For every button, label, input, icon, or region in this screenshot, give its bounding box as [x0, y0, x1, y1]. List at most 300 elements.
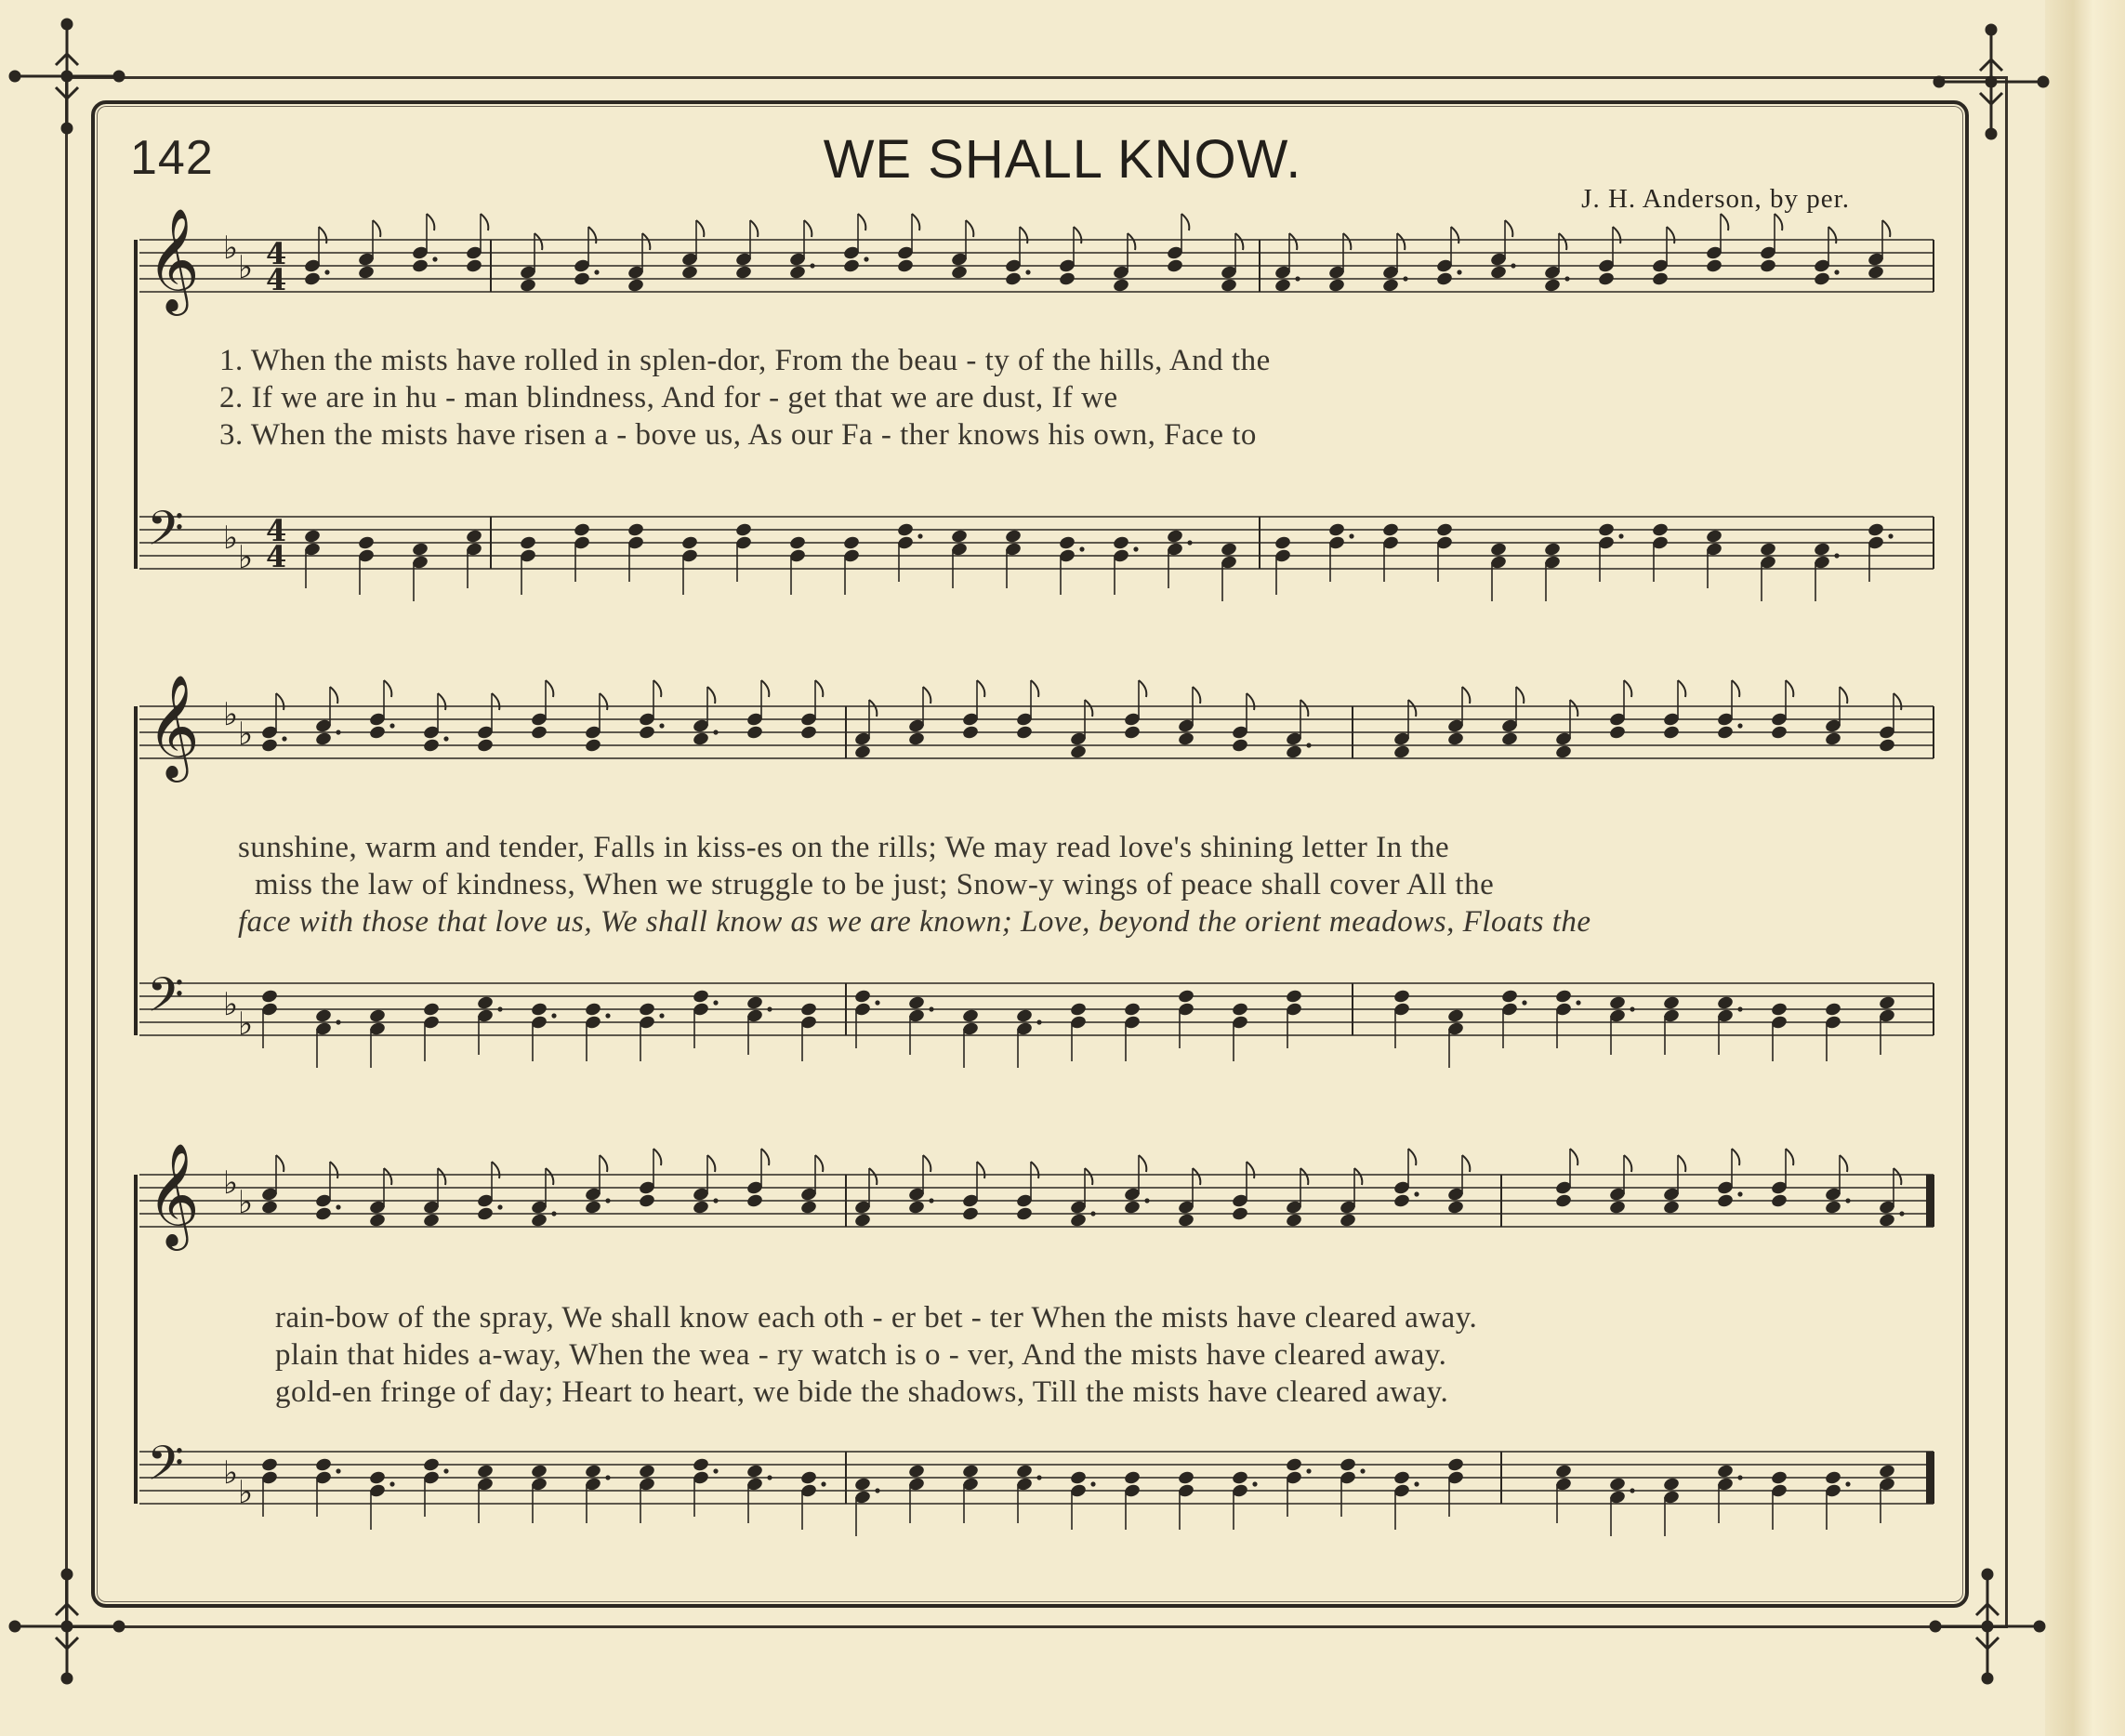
- note-head: [422, 1002, 440, 1018]
- note-head: [476, 1206, 494, 1222]
- note-head: [950, 529, 968, 545]
- note-head: [1231, 1470, 1248, 1486]
- note-head: [357, 535, 375, 551]
- note-head: [1166, 258, 1183, 274]
- note-head: [842, 535, 860, 551]
- note-head: [799, 1200, 817, 1216]
- dot: [1090, 1211, 1095, 1216]
- note-flag: [276, 1155, 284, 1172]
- time-signature-top: 4: [266, 236, 287, 271]
- dot: [605, 1198, 610, 1203]
- note-head: [1662, 725, 1680, 741]
- note-head: [896, 522, 914, 538]
- note-head: [1446, 1457, 1464, 1473]
- note-flag: [923, 1155, 931, 1172]
- note-head: [357, 265, 375, 281]
- note-head: [1824, 1200, 1841, 1216]
- note-head: [692, 1200, 709, 1216]
- note-head: [519, 535, 536, 551]
- note-head: [1069, 744, 1087, 760]
- dot: [929, 1006, 933, 1011]
- note-flag: [1235, 233, 1243, 250]
- note-head: [411, 542, 429, 558]
- note-head: [734, 522, 752, 538]
- treble-clef-icon: 𝄞: [147, 207, 200, 311]
- note-head: [422, 1457, 440, 1473]
- note-flag: [1247, 693, 1254, 710]
- note-flag: [319, 227, 326, 243]
- note-head: [303, 529, 321, 545]
- note-head: [1177, 1213, 1194, 1229]
- note-head: [1662, 1200, 1680, 1216]
- dot: [1252, 1481, 1257, 1486]
- note-head: [303, 271, 321, 287]
- final-barline: [1926, 1452, 1934, 1504]
- dot: [713, 730, 718, 734]
- note-head: [1500, 731, 1518, 747]
- note-head: [1446, 1008, 1464, 1024]
- note-flag: [1354, 1168, 1362, 1185]
- dot: [1079, 546, 1084, 551]
- lyric-verse-2: miss the law of kindness, When we struggle to be just; Snow-y wings of peace shall cover All the: [255, 868, 1495, 901]
- note-head: [530, 1002, 548, 1018]
- note-head: [519, 278, 536, 294]
- note-flag: [966, 220, 973, 237]
- dot: [1306, 743, 1311, 747]
- note-flag: [1128, 233, 1135, 250]
- note-head: [1177, 731, 1194, 747]
- dot: [875, 1488, 879, 1493]
- note-head: [260, 738, 278, 754]
- dot: [336, 1019, 340, 1024]
- treble-staff: [139, 207, 1934, 316]
- note-head: [584, 1002, 601, 1018]
- note-flag: [1613, 227, 1620, 243]
- flat-icon: ♭: [238, 1184, 254, 1221]
- corner-ornament-bottom-right: [1922, 1561, 2052, 1691]
- bass-staff: [139, 967, 1934, 1068]
- note-flag: [588, 227, 596, 243]
- flat-icon: ♭: [238, 1474, 254, 1511]
- note-head: [746, 1464, 763, 1480]
- flat-icon: ♭: [223, 696, 239, 733]
- note-head: [1813, 271, 1830, 287]
- note-head: [260, 1200, 278, 1216]
- note-head: [1123, 725, 1141, 741]
- dot: [1349, 533, 1353, 538]
- note-head: [1327, 278, 1345, 294]
- flat-icon: ♭: [223, 1454, 239, 1492]
- dot: [821, 1481, 825, 1486]
- note-head: [1392, 1193, 1410, 1209]
- hymn-title: WE SHALL KNOW.: [823, 129, 1302, 190]
- dot: [1522, 1000, 1526, 1005]
- dot: [875, 1000, 879, 1005]
- lyric-verse-3: 3. When the mists have risen a - bove us, As our Fa - ther knows his own, Face to: [219, 418, 1257, 452]
- note-head: [1285, 1457, 1302, 1473]
- note-head: [1597, 522, 1615, 538]
- note-flag: [1085, 1168, 1092, 1185]
- note-head: [1878, 995, 1895, 1011]
- corner-ornament-bottom-left: [2, 1561, 132, 1691]
- note-head: [896, 258, 914, 274]
- note-head: [573, 271, 590, 287]
- composer-credit: J. H. Anderson, by per.: [1581, 184, 1850, 214]
- note-head: [907, 1200, 925, 1216]
- dot: [1090, 1481, 1095, 1486]
- note-head: [1381, 278, 1399, 294]
- dot: [1630, 1488, 1634, 1493]
- note-head: [1878, 738, 1895, 754]
- note-head: [1166, 529, 1183, 545]
- dot: [1737, 1475, 1742, 1480]
- note-head: [465, 529, 482, 545]
- note-flag: [1085, 700, 1092, 717]
- dot: [1295, 276, 1300, 281]
- note-head: [638, 1464, 655, 1480]
- note-head: [1770, 725, 1788, 741]
- note-head: [1716, 1193, 1734, 1209]
- bass-staff: [139, 1435, 1934, 1536]
- note-flag: [804, 220, 812, 237]
- note-head: [1770, 1193, 1788, 1209]
- dot: [1630, 1006, 1634, 1011]
- note-head: [638, 1193, 655, 1209]
- note-head: [1231, 1002, 1248, 1018]
- note-flag: [330, 1162, 337, 1178]
- note-head: [1446, 731, 1464, 747]
- note-flag: [1289, 233, 1297, 250]
- bass-staff: [139, 500, 1934, 601]
- note-head: [368, 1470, 386, 1486]
- dot: [929, 1198, 933, 1203]
- note-flag: [1559, 233, 1566, 250]
- note-head: [1770, 1002, 1788, 1018]
- flat-icon: ♭: [223, 519, 239, 557]
- dot: [1564, 276, 1569, 281]
- dot: [1845, 1481, 1850, 1486]
- note-head: [746, 1193, 763, 1209]
- note-head: [530, 1464, 548, 1480]
- corner-ornament-top-right: [1926, 17, 2056, 147]
- note-head: [1123, 1002, 1141, 1018]
- dot: [443, 736, 448, 741]
- note-flag: [1678, 1155, 1685, 1172]
- note-head: [584, 738, 601, 754]
- dot: [551, 1013, 556, 1018]
- note-head: [853, 989, 871, 1005]
- dot: [1187, 540, 1192, 545]
- note-head: [907, 995, 925, 1011]
- note-head: [1554, 989, 1572, 1005]
- note-head: [1608, 1200, 1626, 1216]
- note-head: [530, 725, 548, 741]
- dot: [1306, 1468, 1311, 1473]
- dot: [1834, 270, 1839, 274]
- note-head: [1058, 271, 1076, 287]
- note-head: [1220, 542, 1237, 558]
- note-head: [961, 1464, 979, 1480]
- note-flag: [923, 687, 931, 704]
- lyric-verse-2: 2. If we are in hu - man blindness, And for - get that we are dust, If we: [219, 381, 1118, 414]
- note-head: [1554, 1193, 1572, 1209]
- note-head: [842, 258, 860, 274]
- flat-icon: ♭: [223, 986, 239, 1023]
- note-head: [746, 995, 763, 1011]
- note-flag: [1031, 1162, 1038, 1178]
- lyric-verse-3: face with those that love us, We shall know as we are known; Love, beyond the orient meadows, Floats the: [238, 905, 1591, 939]
- lyric-verse-2: plain that hides a-way, When the wea - ry watch is o - ver, And the mists have cleared away.: [275, 1338, 1447, 1372]
- note-head: [1435, 522, 1453, 538]
- note-head: [638, 725, 655, 741]
- note-flag: [373, 220, 380, 237]
- note-flag: [546, 1168, 553, 1185]
- note-flag: [1882, 220, 1890, 237]
- flat-icon: ♭: [223, 1164, 239, 1202]
- flat-icon: ♭: [238, 1006, 254, 1043]
- note-head: [1705, 258, 1722, 274]
- note-head: [638, 1002, 655, 1018]
- dot: [605, 1475, 610, 1480]
- note-head: [853, 1477, 871, 1493]
- note-head: [260, 1457, 278, 1473]
- note-flag: [535, 233, 542, 250]
- note-head: [1004, 529, 1022, 545]
- dot: [1403, 276, 1407, 281]
- note-head: [1867, 522, 1884, 538]
- note-head: [627, 278, 644, 294]
- dot: [1144, 1198, 1149, 1203]
- note-flag: [707, 1155, 715, 1172]
- note-head: [1543, 278, 1561, 294]
- note-flag: [1516, 687, 1524, 704]
- note-head: [1489, 265, 1507, 281]
- note-head: [1177, 989, 1194, 1005]
- note-head: [1177, 1470, 1194, 1486]
- note-head: [692, 1457, 709, 1473]
- dot: [336, 1204, 340, 1209]
- note-head: [1716, 1464, 1734, 1480]
- bass-clef-icon: 𝄢: [147, 967, 184, 1034]
- note-head: [1597, 271, 1615, 287]
- note-head: [1608, 725, 1626, 741]
- dot: [713, 1000, 718, 1005]
- dot: [1888, 533, 1893, 538]
- note-flag: [438, 1168, 445, 1185]
- dot: [659, 723, 664, 728]
- flat-icon: ♭: [238, 539, 254, 576]
- note-flag: [1074, 227, 1081, 243]
- note-head: [1069, 1470, 1087, 1486]
- dot: [389, 723, 394, 728]
- note-flag: [438, 693, 445, 710]
- page-number: 142: [130, 131, 214, 185]
- corner-ornament-top-left: [2, 11, 132, 141]
- note-head: [1123, 1200, 1141, 1216]
- note-head: [627, 522, 644, 538]
- flat-icon: ♭: [238, 716, 254, 753]
- note-head: [1608, 1477, 1626, 1493]
- note-flag: [276, 693, 284, 710]
- note-head: [314, 1008, 332, 1024]
- note-head: [1381, 522, 1399, 538]
- dot: [1576, 1000, 1580, 1005]
- note-head: [1392, 989, 1410, 1005]
- note-flag: [1505, 220, 1512, 237]
- note-head: [314, 731, 332, 747]
- note-head: [530, 1213, 548, 1229]
- dot: [1036, 1019, 1041, 1024]
- note-head: [1392, 744, 1410, 760]
- note-flag: [1462, 687, 1470, 704]
- note-head: [1446, 1200, 1464, 1216]
- note-flag: [1624, 1155, 1631, 1172]
- dot: [1025, 270, 1030, 274]
- note-head: [465, 258, 482, 274]
- note-head: [1608, 995, 1626, 1011]
- note-flag: [1300, 700, 1308, 717]
- note-flag: [707, 687, 715, 704]
- lyric-verse-1: rain-bow of the spray, We shall know each oth - er bet - ter When the mists have cleared away.: [275, 1301, 1478, 1335]
- note-head: [260, 989, 278, 1005]
- note-flag: [1397, 233, 1405, 250]
- dot: [551, 1211, 556, 1216]
- dot: [713, 1468, 718, 1473]
- note-head: [1015, 725, 1033, 741]
- dot: [864, 256, 868, 261]
- note-head: [1112, 278, 1129, 294]
- lyric-verse-1: 1. When the mists have rolled in splen-dor, From the beau - ty of the hills, And the: [219, 344, 1271, 377]
- dot: [659, 1013, 664, 1018]
- note-head: [411, 258, 429, 274]
- note-head: [1274, 535, 1291, 551]
- treble-clef-icon: 𝄞: [147, 674, 200, 778]
- note-head: [1015, 1008, 1033, 1024]
- note-head: [422, 738, 440, 754]
- dot: [497, 1204, 502, 1209]
- dot: [1618, 533, 1623, 538]
- note-head: [1327, 522, 1345, 538]
- treble-clef-icon: 𝄞: [147, 1142, 200, 1246]
- time-signature-top: 4: [266, 513, 287, 548]
- note-head: [368, 725, 386, 741]
- note-head: [1543, 542, 1561, 558]
- dot: [1414, 1191, 1419, 1196]
- dot: [767, 1006, 772, 1011]
- note-head: [1705, 529, 1722, 545]
- note-head: [1824, 1002, 1841, 1018]
- note-head: [1500, 989, 1518, 1005]
- dot: [1511, 263, 1515, 268]
- music-system-2: [130, 674, 1943, 1098]
- dot: [1845, 1198, 1850, 1203]
- note-flag: [1894, 693, 1901, 710]
- bass-clef-icon: 𝄢: [147, 1435, 184, 1503]
- note-flag: [1894, 1168, 1901, 1185]
- note-head: [1069, 1002, 1087, 1018]
- note-flag: [1193, 687, 1200, 704]
- note-head: [799, 1002, 817, 1018]
- note-head: [584, 1464, 601, 1480]
- note-head: [1662, 995, 1680, 1011]
- note-head: [788, 265, 806, 281]
- note-head: [1339, 1457, 1356, 1473]
- note-head: [950, 265, 968, 281]
- note-head: [746, 725, 763, 741]
- note-flag: [1667, 227, 1674, 243]
- note-head: [961, 725, 979, 741]
- note-flag: [600, 693, 607, 710]
- note-head: [573, 522, 590, 538]
- note-head: [692, 989, 709, 1005]
- note-flag: [815, 1155, 823, 1172]
- note-head: [1770, 1470, 1788, 1486]
- note-head: [734, 265, 752, 281]
- dot: [336, 730, 340, 734]
- note-head: [1285, 1213, 1302, 1229]
- note-head: [853, 1213, 871, 1229]
- dot: [1414, 1481, 1419, 1486]
- dot: [336, 1468, 340, 1473]
- note-head: [1112, 535, 1129, 551]
- note-head: [314, 1206, 332, 1222]
- note-head: [1285, 989, 1302, 1005]
- lyric-verse-1: sunshine, warm and tender, Falls in kiss-es on the rills; We may read love's shining letter In the: [238, 831, 1450, 864]
- note-head: [1231, 1206, 1248, 1222]
- dot: [443, 1468, 448, 1473]
- note-head: [1058, 535, 1076, 551]
- dot: [605, 1013, 610, 1018]
- note-flag: [1840, 687, 1847, 704]
- note-flag: [1020, 227, 1027, 243]
- dot: [1834, 553, 1839, 558]
- note-head: [1651, 522, 1669, 538]
- note-head: [1489, 542, 1507, 558]
- dot: [389, 1481, 394, 1486]
- note-head: [961, 1206, 979, 1222]
- note-head: [853, 744, 871, 760]
- note-head: [1878, 1213, 1895, 1229]
- note-head: [788, 535, 806, 551]
- note-flag: [642, 233, 650, 250]
- note-head: [584, 1200, 601, 1216]
- dot: [1899, 1211, 1904, 1216]
- note-flag: [1193, 1168, 1200, 1185]
- treble-staff: [139, 674, 1934, 783]
- note-flag: [384, 1168, 391, 1185]
- note-head: [1759, 542, 1776, 558]
- music-system-1: [130, 207, 1943, 632]
- note-head: [1824, 731, 1841, 747]
- note-flag: [600, 1155, 607, 1172]
- note-head: [1716, 995, 1734, 1011]
- note-flag: [1139, 1155, 1146, 1172]
- note-flag: [869, 1168, 877, 1185]
- note-head: [1231, 738, 1248, 754]
- note-head: [1867, 265, 1884, 281]
- flat-icon: ♭: [238, 249, 254, 286]
- note-flag: [1570, 700, 1577, 717]
- note-head: [368, 1008, 386, 1024]
- dot: [1737, 1006, 1742, 1011]
- dot: [1737, 723, 1742, 728]
- note-flag: [750, 220, 758, 237]
- dot: [767, 1475, 772, 1480]
- dot: [1457, 270, 1461, 274]
- treble-staff: [139, 1142, 1934, 1251]
- note-head: [476, 738, 494, 754]
- dot: [1133, 546, 1138, 551]
